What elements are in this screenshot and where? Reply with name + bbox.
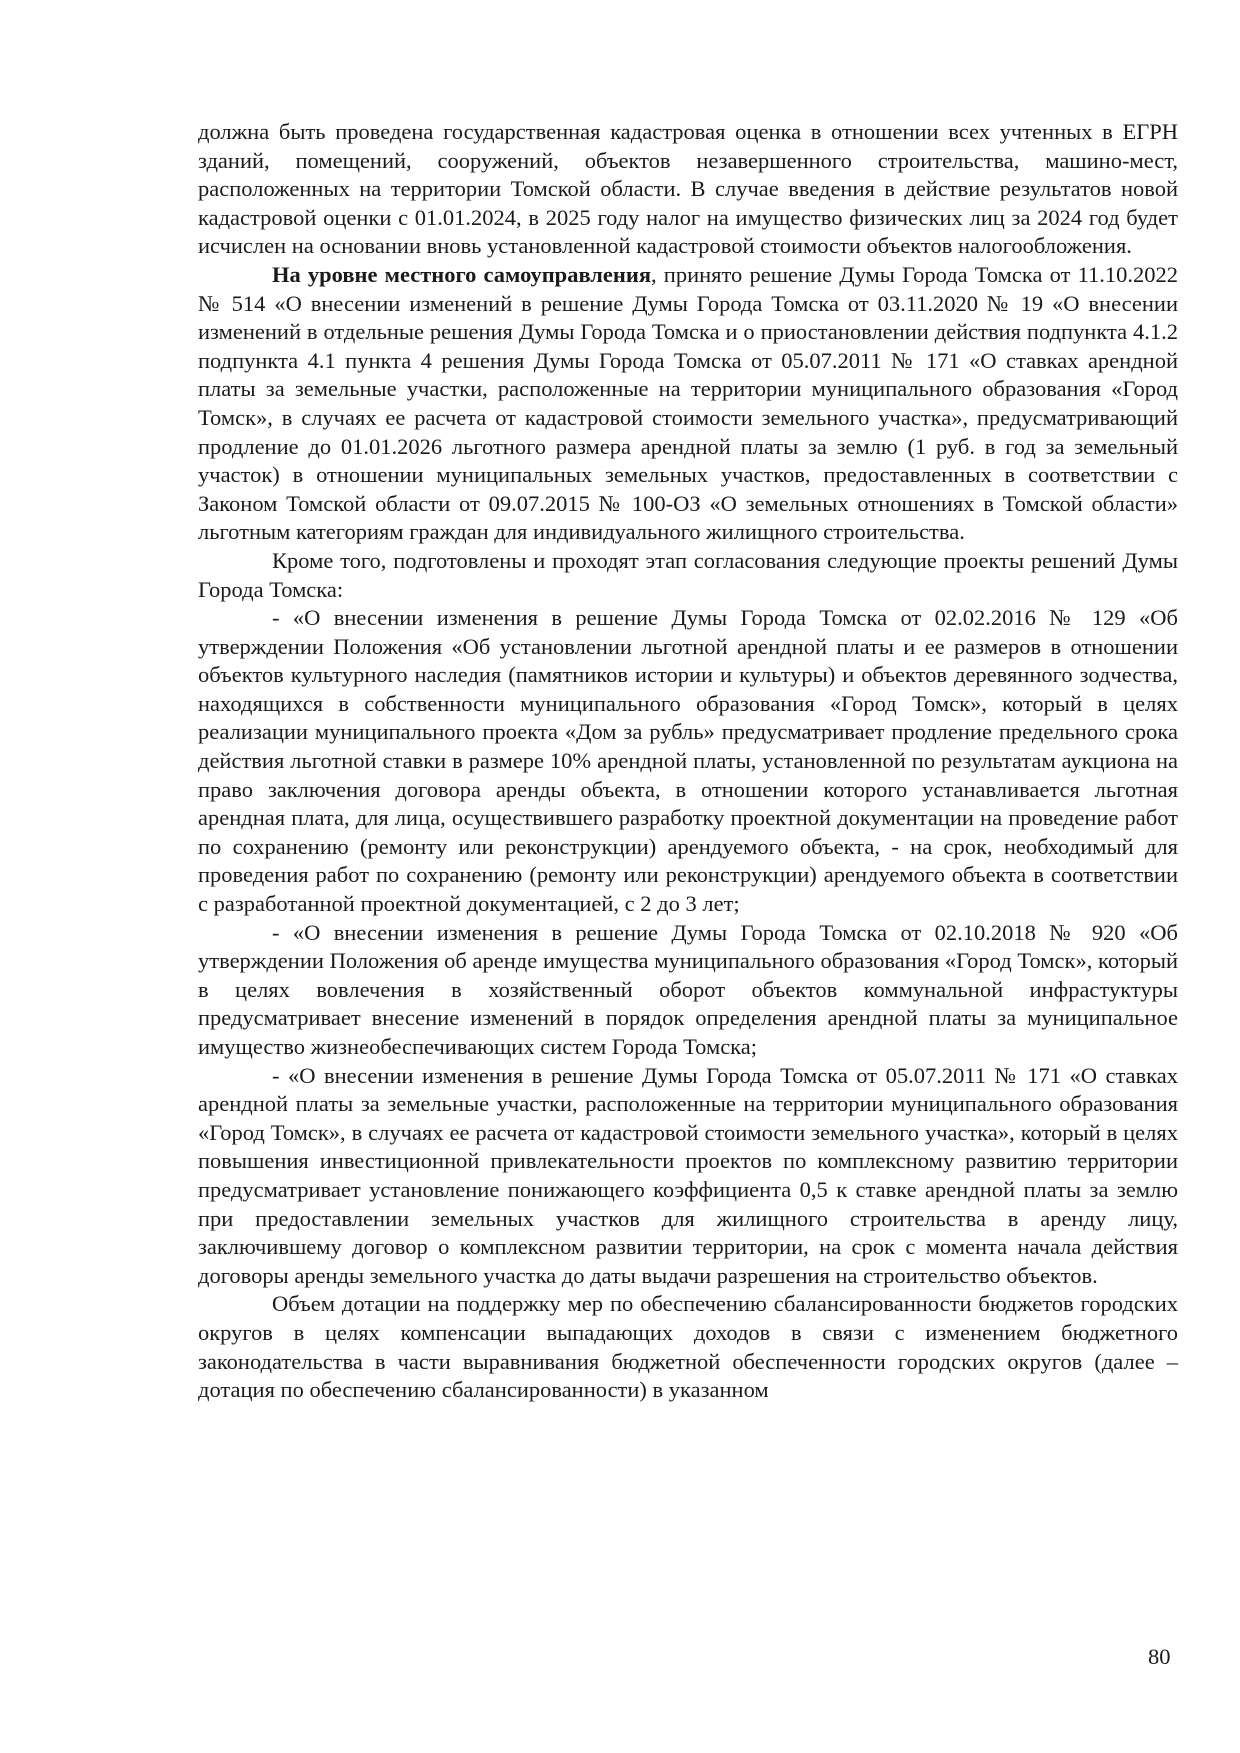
paragraph-body: , принято решение Думы Города Томска от 11.10.2022 № 514 «О внесении изменений в решение Думы Города Томска от 03.11.2020 № 19 «О внесении изменений в отдельные решения Думы Города Томска и о приостановлении действия подпункта 4.1.2 подпункта 4.1 пункта 4 решения Думы Города Томска от 05.07.2011 № 171 «О ставках арендной платы за земельные участки, расположенные на территории муниципального образования «Город Томск», в случаях ее расчета от кадастровой стоимости земельного участка», предусматривающий продление до 01.01.2026 льготного размера арендной платы за землю (1 руб. в год за земельный участок) в отношении муниципальных земельных участков, предоставленных в соответствии с Законом Томской области от 09.07.2015 № 100-ОЗ «О земельных отношениях в Томской области» льготным категориям граждан для индивидуального жилищного строительства. [198,261,1178,545]
list-item-decision-171: - «О внесении изменения в решение Думы Города Томска от 05.07.2011 № 171 «О ставках арендной платы за земельные участки, расположенные на территории муниципального образования «Город Томск», в случаях ее расчета от кадастровой стоимости земельного участка», который в целях повышения инвестиционной привлекательности проектов по комплексному развитию территории предусматривает установление понижающего коэффициента 0,5 к ставке арендной платы за землю при предоставлении земельных участков для жилищного строительства в аренду лицу, заключившему договор о комплексном развитии территории, на срок с момента начала действия договоры аренды земельного участка до даты выдачи разрешения на строительство объектов. [198,1062,1178,1288]
paragraph-lead-bold: На уровне местного самоуправления [272,261,652,287]
list-item-decision-920: - «О внесении изменения в решение Думы Города Томска от 02.10.2018 № 920 «Об утверждении Положения об аренде имущества муниципального образования «Город Томск», который в целях вовлечения в хозяйственный оборот объектов коммунальной инфрастуктуры предусматривает внесение изменений в порядок определения арендной платы за муниципальное имущество жизнеобеспечивающих систем Города Томска; [198,919,1178,1059]
paragraph-subsidy-volume: Объем дотации на поддержку мер по обеспечению сбалансированности бюджетов городских округов в целях компенсации выпадающих доходов в связи с изменением бюджетного законодательства в части выравнивания бюджетной обеспеченности городских округов (далее – дотация по обеспечению сбалансированности) в указанном [198,1291,1178,1403]
paragraph-cadastral-valuation: должна быть проведена государственная кадастровая оценка в отношении всех учтенных в ЕГРН зданий, помещений, сооружений, объектов незавершенного строительства, машино-мест, расположенных на территории Томской области. В случае введения в действие результатов новой кадастровой оценки с 01.01.2024, в 2025 году налог на имущество физических лиц за 2024 год будет исчислен на основании вновь установленной кадастровой стоимости объектов налогообложения. [198,119,1178,259]
page-number: 80 [1148,1644,1171,1669]
list-item-decision-129: - «О внесении изменения в решение Думы Города Томска от 02.02.2016 № 129 «Об утверждении Положения «Об установлении льготной арендной платы и ее размеров в отношении объектов культурного наследия (памятников истории и культуры) и объектов деревянного зодчества, находящихся в собственности муниципального образования «Город Томск», который в целях реализации муниципального проекта «Дом за рубль» предусматривает продление предельного срока действия льготной ставки в размере 10% арендной платы, установленной по результатам аукциона на право заключения договора аренды объекта, в отношении которого устанавливается льготная арендная плата, для лица, осуществившего разработку проектной документации на проведение работ по сохранению (ремонту или реконструкции) арендуемого объекта, - на срок, необходимый для проведения работ по сохранению (ремонту или реконструкции) арендуемого объекта в соответствии с разработанной проектной документацией, с 2 до 3 лет; [198,605,1178,917]
paragraph-draft-decisions-intro: Кроме того, подготовлены и проходят этап согласования следующие проекты решений Думы Города Томска: [198,547,1178,602]
paragraph-local-government [198,261,1178,547]
document-page [198,118,1178,1405]
